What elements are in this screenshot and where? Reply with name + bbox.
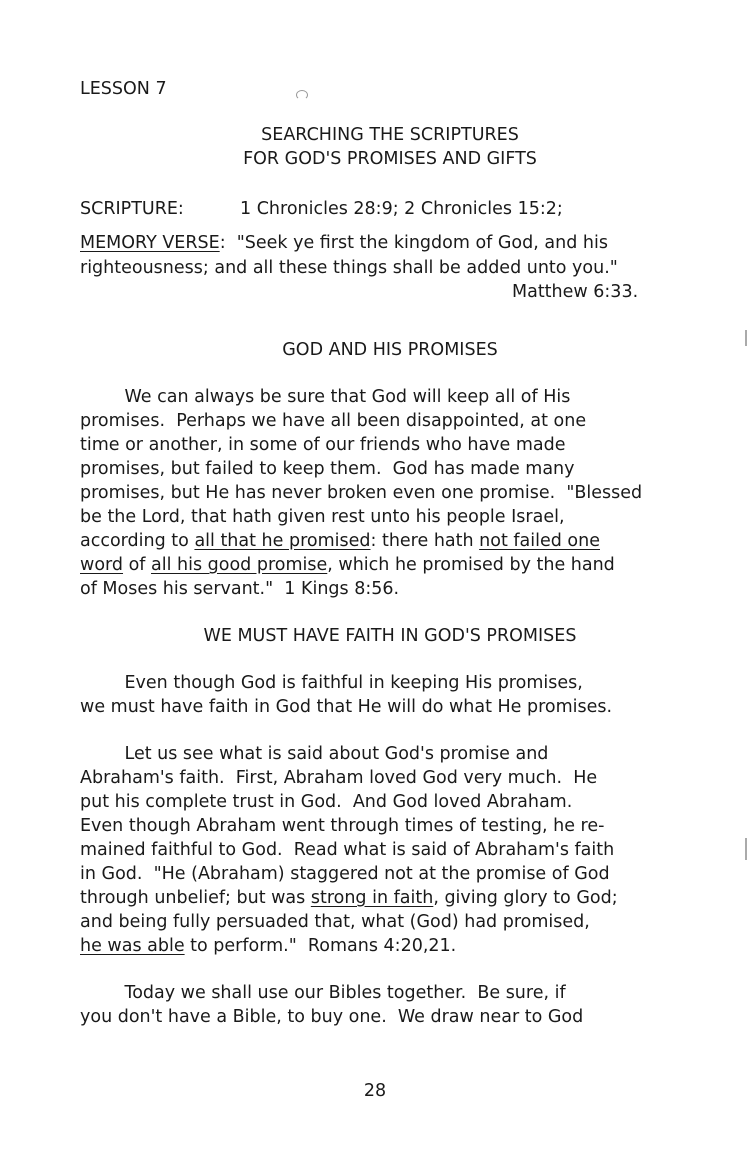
title-line-2: FOR GOD'S PROMISES AND GIFTS [243,149,537,169]
body-line [80,672,583,694]
text-segment: of Moses his servant." 1 Kings 8:56. [80,579,400,599]
text-segment: promises, but He has never broken even one promise. "Blessed [80,483,643,503]
text-segment: we must have faith in God that He will do what He promises. [80,697,613,717]
text-segment: you don't have a Bible, to buy one. We draw near to God [80,1007,584,1027]
text-segment: Even though God is faithful in keeping His promises, [80,673,583,693]
body-line [80,386,570,408]
text-segment: mained faithful to God. Read what is said of Abraham's faith [80,840,615,860]
underlined-text: he was able [80,936,185,956]
text-segment: Abraham's faith. First, Abraham loved God very much. He [80,768,598,788]
page-number: 28 [363,1081,387,1101]
text-segment: to perform." Romans 4:20,21. [184,936,457,956]
body-line [80,791,572,813]
text-segment: : there hath [370,531,480,551]
underlined-text: strong in faith [310,888,434,908]
body-line [80,554,615,576]
title-line-1: SEARCHING THE SCRIPTURES [261,125,519,145]
memory-verse-ref: Matthew 6:33. [512,282,639,302]
scan-edge-mark [745,838,747,860]
text-segment: and being fully persuaded that, what (God) had promised, [80,912,590,932]
scan-edge-mark [745,330,747,346]
body-line [80,887,618,909]
underlined-text: not failed one [479,531,600,551]
text-segment: , giving glory to God; [433,888,618,908]
text-segment: put his complete trust in God. And God loved Abraham. [80,792,573,812]
memory-verse-label: MEMORY VERSE [80,233,220,253]
text-segment: We can always be sure that God will keep all of His [80,387,571,407]
text-segment: through unbelief; but was [80,888,311,908]
body-line [80,982,566,1004]
scripture-label: SCRIPTURE: [80,199,184,219]
text-segment: in God. "He (Abraham) staggered not at the promise of God [80,864,610,884]
body-line [80,1006,583,1028]
body-line [80,743,548,765]
body-line [80,434,566,456]
underlined-text: all that he promised [194,531,371,551]
memory-verse-line-1 [80,232,608,254]
text-segment: Even though Abraham went through times of testing, he re- [80,816,605,836]
body-line [80,530,600,552]
underlined-text: word [80,555,124,575]
section-heading-2: WE MUST HAVE FAITH IN GOD'S PROMISES [203,626,577,646]
body-line [80,458,575,480]
text-segment: , which he promised by the hand [327,555,615,575]
text-segment: Let us see what is said about God's promise and [80,744,549,764]
body-line [80,410,586,432]
scan-mark [296,90,308,100]
body-line [80,482,642,504]
memory-verse-text: : "Seek ye first the kingdom of God, and his [219,233,608,253]
body-line [80,506,565,528]
text-segment: Today we shall use our Bibles together. Be sure, if [80,983,566,1003]
body-line [80,839,614,861]
memory-verse-line-2: righteousness; and all these things shall be added unto you." [80,258,618,278]
body-line [80,935,456,957]
text-segment: according to [80,531,195,551]
text-segment: promises, but failed to keep them. God has made many [80,459,575,479]
text-segment: be the Lord, that hath given rest unto his people Israel, [80,507,565,527]
body-line [80,815,604,837]
section-heading-1: GOD AND HIS PROMISES [282,340,498,360]
body-line [80,911,590,933]
body-line [80,578,399,600]
text-segment: of [123,555,152,575]
underlined-text: all his good promise [151,555,328,575]
body-line [80,696,612,718]
lesson-label: LESSON 7 [80,79,167,99]
body-line [80,863,610,885]
text-segment: time or another, in some of our friends who have made [80,435,566,455]
text-segment: promises. Perhaps we have all been disappointed, at one [80,411,587,431]
scripture-refs: 1 Chronicles 28:9; 2 Chronicles 15:2; [240,199,563,219]
body-line [80,767,597,789]
